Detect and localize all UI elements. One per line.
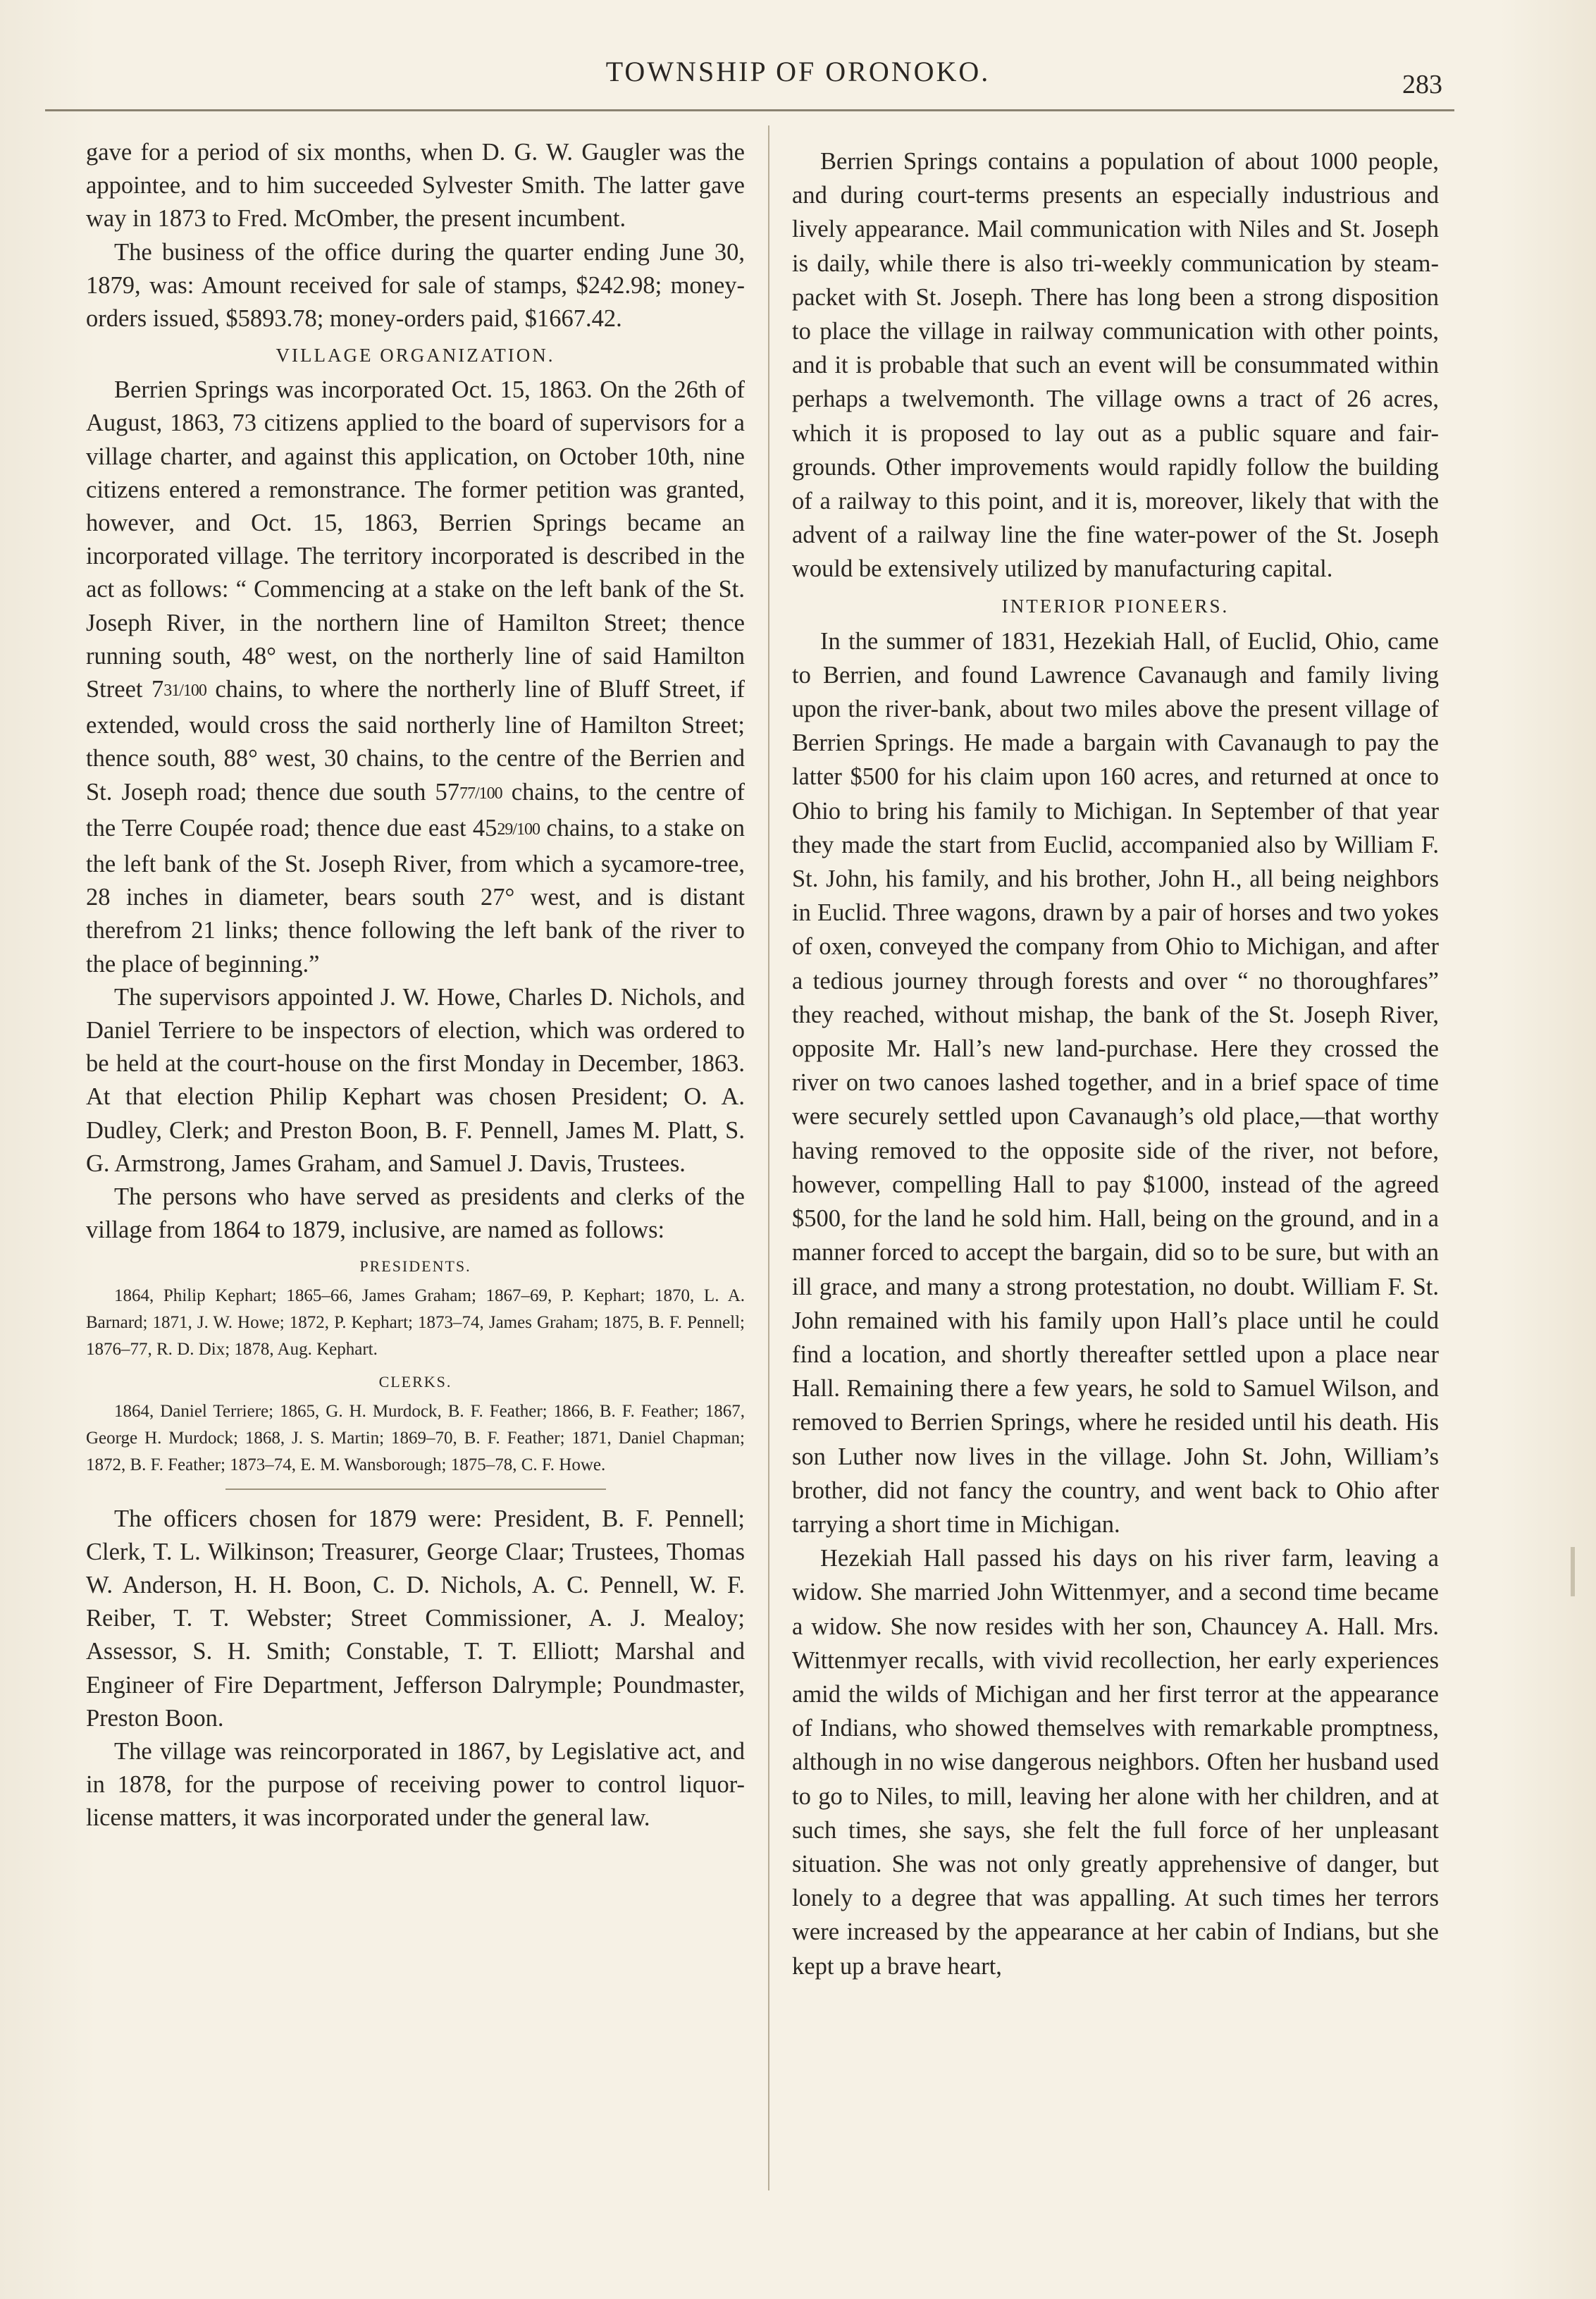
heading-interior-pioneers: INTERIOR PIONEERS.	[1001, 595, 1230, 617]
paragraph-reincorporation: The village was reincorporated in 1867, by Legislative act, and in 1878, for the purpose of receiving power to control liquor-license matters, it was incorporated under the general law.	[86, 1737, 745, 1832]
paragraph-office-business: The business of the office during the quarter ending June 30, 1879, was: Amount received for sale of stamps, $242.98; money-orders issued, $5893.78; money-orders paid, $1667.42.	[86, 238, 745, 333]
header-rule	[45, 109, 1454, 111]
paragraph-inspectors: The supervisors appointed J. W. Howe, Charles D. Nichols, and Daniel Terriere to be inspectors of election, which was ordered to be held at the court-house on the first Monday in December, 1863. At that election Philip Kephart was chosen President; O. A. Dudley, Clerk; and Preston Boon, B. F. Pennell, James M. Platt, S. G. Armstrong, James Graham, and Samuel J. Davis, Trustees.	[86, 983, 745, 1177]
section-rule	[225, 1489, 606, 1490]
fraction-1: 31/100	[163, 682, 206, 701]
heading-clerks: CLERKS.	[378, 1372, 452, 1391]
incorporation-text-1: Berrien Springs was incorporated Oct. 15, 1863. On the 26th of August, 1863, 73 citizens applied to the board of supervisors for a village charter, and against this application, on October 10th, nine citizens entered a remonstrance. The former petition was granted, however, and Oct. 15, 1863, Berrien Springs became an incorporated village. The territory incorporated is described in the act as follows: “ Commencing at a stake on the left bank of the St. Joseph River, in the northern line of Hamilton Street; thence running south, 48° west, on the northerly line of said Hamilton Street 7	[86, 376, 745, 703]
left-column	[86, 136, 745, 1835]
incorporation-text-3: chains, to the centre of the Terre Coupée road; thence due east 45	[86, 778, 746, 842]
paragraph-hezekiah-hall: In the summer of 1831, Hezekiah Hall, of Euclid, Ohio, came to Berrien, and found Lawrence Cavanaugh and family living upon the river-bank, about two miles above the present village of Berrien Springs. He made a bargain with Cavanaugh to pay the latter $500 for his claim upon 160 acres, and returned at once to Ohio to bring his family to Michigan. In September of that year they made the start from Euclid, accompanied also by William F. St. John, his family, and his brother, John H., all being neighbors in Euclid. Three wagons, drawn by a pair of horses and two yokes of oxen, conveyed the company from Ohio to Michigan, and after a tedious journey through forests and over “ no thoroughfares” they reached, without mishap, the bank of the St. Joseph River, opposite Mr. Hall’s new land-purchase. Here they crossed the river on two canoes lashed together, and in a brief space of time were securely settled upon Cavanaugh’s old place,—that worthy having removed to the opposite side of the river, not before, however, compelling Hall to pay $1000, instead of the agreed $500, for the land he sold him. Hall, being on the ground, and in a manner forced to accept the bargain, did so to be sure, but with an ill grace, and many a strong protestation, no doubt. William F. St. John remained with his family upon Hall’s place until he could find a location, and shortly thereafter settled upon a place near Hall. Remaining there a few years, he sold to Samuel Wilson, and removed to Berrien Springs, where he resided until his death. His son Luther now lives in the village. John St. John, William’s brother, did not fancy the country, and went back to Ohio after tarrying a short time in Michigan.	[792, 627, 1439, 1538]
fraction-2: 77/100	[459, 784, 502, 803]
right-column	[792, 144, 1439, 1983]
page-number: 283	[1402, 70, 1442, 99]
heading-village-organization: VILLAGE ORGANIZATION.	[276, 345, 555, 366]
fraction-3: 29/100	[497, 820, 540, 839]
list-presidents: 1864, Philip Kephart; 1865–66, James Graham; 1867–69, P. Kephart; 1870, L. A. Barnard; 1871, J. W. Howe; 1872, P. Kephart; 1873–74, James Graham; 1875, B. F. Pennell; 1876–77, R. D. Dix; 1878, Aug. Kephart.	[86, 1286, 745, 1359]
paragraph-widow: Hezekiah Hall passed his days on his river farm, leaving a widow. She married John Wittenmyer, and a second time became a widow. She now resides with her son, Chauncey A. Hall. Mrs. Wittenmyer recalls, with vivid recollection, her early experiences amid the wilds of Michigan and her first terror at the appearance of Indians, who showed themselves with remarkable promptness, although in no wise dangerous neighbors. Often her husband used to go to Niles, to mill, leaving her alone with her children, and at such times, she says, she felt the full force of her unpleasant situation. She was not only greatly apprehensive of danger, but lonely to a degree that was appalling. At such times her terrors were increased by the appearance at her cabin of Indians, but she kept up a brave heart,	[792, 1545, 1439, 1980]
paragraph-incorporation	[86, 374, 745, 981]
list-clerks: 1864, Daniel Terriere; 1865, G. H. Murdock, B. F. Feather; 1866, B. F. Feather; 1867, George H. Murdock; 1868, J. S. Martin; 1869–70, B. F. Feather; 1871, Daniel Chapman; 1872, B. F. Feather; 1873–74, E. M. Wansborough; 1875–78, C. F. Howe.	[86, 1401, 745, 1474]
incorporation-text-2: chains, to where the northerly line of Bluff Street, if extended, would cross the said northerly line of Hamilton Street; thence south, 88° west, 30 chains, to the centre of the Berrien and St. Joseph road; thence due south 57	[86, 676, 745, 806]
column-divider	[768, 125, 769, 2190]
paragraph-population: Berrien Springs contains a population of about 1000 people, and during court-terms presents an especially industrious and lively appearance. Mail communication with Niles and St. Joseph is daily, while there is also tri-weekly communication by steam-packet with St. Joseph. There has long been a strong disposition to place the village in railway communication with other points, and it is probable that such an event will be consummated within perhaps a twelvemonth. The village owns a tract of 26 acres, which it is proposed to lay out as a public square and fair-grounds. Other improvements would rapidly follow the building of a railway to this point, and it is, moreover, likely that with the advent of a railway line the fine water-power of the St. Joseph would be extensively utilized by manufacturing capital.	[792, 148, 1439, 583]
paragraph-presidents-intro: The persons who have served as presidents and clerks of the village from 1864 to 1879, inclusive, are named as follows:	[86, 1183, 745, 1244]
paragraph-officers-1879: The officers chosen for 1879 were: President, B. F. Pennell; Clerk, T. L. Wilkinson; Treasurer, George Claar; Trustees, Thomas W. Anderson, H. H. Boon, C. D. Nichols, A. C. Pennell, W. F. Reiber, T. T. Webster; Street Commissioner, A. J. Mealoy; Assessor, S. H. Smith; Constable, T. T. Elliott; Marshal and Engineer of Fire Department, Jefferson Dalrymple; Poundmaster, Preston Boon.	[86, 1505, 745, 1732]
incorporation-text-4: chains, to a stake on the left bank of the St. Joseph River, from which a sycamore-tree, 28 inches in diameter, bears south 27° west, and is distant therefrom 21 links; thence following the left bank of the river to the place of beginning.”	[86, 814, 746, 978]
heading-presidents: PRESIDENTS.	[359, 1257, 471, 1275]
running-head: TOWNSHIP OF ORONOKO.	[605, 56, 991, 87]
paragraph-postmasters-continued: gave for a period of six months, when D. G. W. Gaugler was the appointee, and to him succeeded Sylvester Smith. The latter gave way in 1873 to Fred. McOmber, the present incumbent.	[86, 139, 745, 233]
page-edge-mark	[1571, 1547, 1575, 1596]
